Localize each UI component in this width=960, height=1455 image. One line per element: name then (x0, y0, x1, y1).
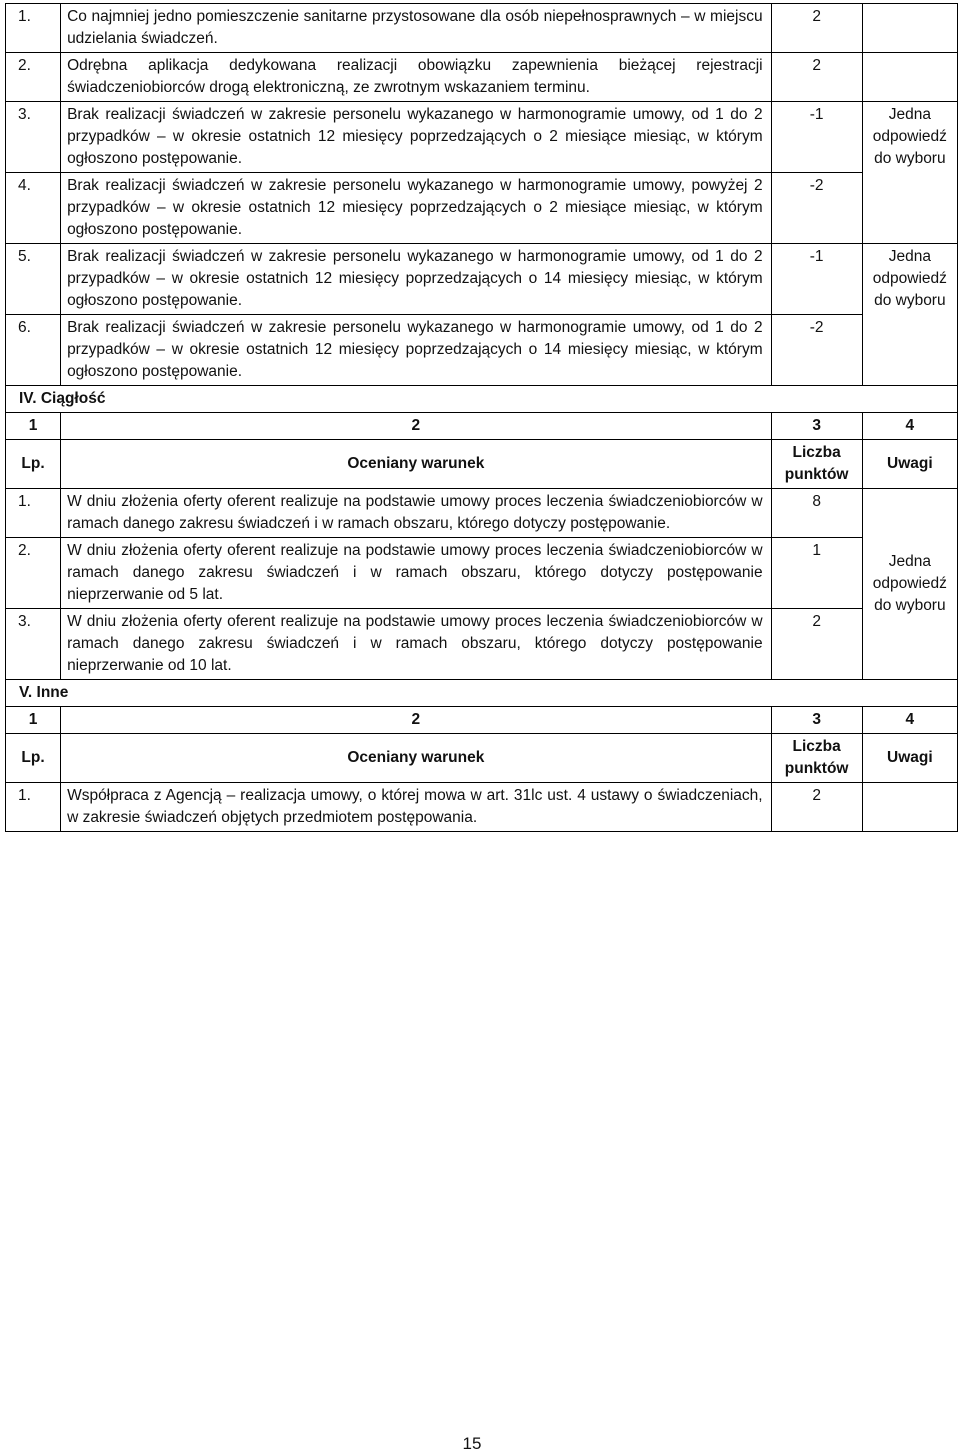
section-title: V. Inne (6, 680, 958, 707)
row-number: 5. (6, 244, 61, 315)
condition-text: Co najmniej jedno pomieszczenie sanitarne przystosowane dla osób niepełnosprawnych – w miejscu udzielania świadczeń. (61, 4, 772, 53)
condition-text: W dniu złożenia oferty oferent realizuje na podstawie umowy proces leczenia świadczeniobiorców w ramach danego zakresu świadczeń i w ramach obszaru, którego dotyczy postępowanie nieprzerwanie od 10 lat. (61, 609, 772, 680)
points-value: 1 (771, 538, 862, 609)
row-number: 4. (6, 173, 61, 244)
table-row (6, 783, 958, 832)
column-number: 1 (6, 707, 61, 734)
row-number: 1. (6, 4, 61, 53)
header-remarks: Uwagi (862, 734, 957, 783)
points-value: 2 (771, 53, 862, 102)
points-value: -1 (771, 102, 862, 173)
table-row (6, 489, 958, 538)
row-number: 1. (6, 783, 61, 832)
criteria-table (5, 3, 958, 832)
row-number: 6. (6, 315, 61, 386)
condition-text: Współpraca z Agencją – realizacja umowy, o której mowa w art. 31lc ust. 4 ustawy o świadczeniach, w zakresie świadczeń objętych przedmiotem postępowania. (61, 783, 772, 832)
page-number: 15 (462, 1434, 482, 1453)
table-row (6, 173, 958, 244)
header-lp: Lp. (6, 734, 61, 783)
table-row (6, 315, 958, 386)
section-heading-row (6, 386, 958, 413)
points-value: 2 (771, 609, 862, 680)
section-heading-row (6, 680, 958, 707)
table-row (6, 244, 958, 315)
remark-cell (862, 4, 957, 53)
table-row (6, 538, 958, 609)
header-condition: Oceniany warunek (61, 734, 772, 783)
section-title: IV. Ciągłość (6, 386, 958, 413)
condition-text: W dniu złożenia oferty oferent realizuje na podstawie umowy proces leczenia świadczeniobiorców w ramach danego zakresu świadczeń i w ramach obszaru, którego dotyczy postępowanie nieprzerwanie od 5 lat. (61, 538, 772, 609)
remark-choice: Jedna odpowiedź do wyboru (862, 489, 957, 680)
table-row (6, 4, 958, 53)
header-row (6, 440, 958, 489)
table-row (6, 53, 958, 102)
points-value: -2 (771, 173, 862, 244)
header-row (6, 734, 958, 783)
column-number-row (6, 707, 958, 734)
condition-text: Brak realizacji świadczeń w zakresie personelu wykazanego w harmonogramie umowy, od 1 do 2 przypadków – w okresie ostatnich 12 miesięcy poprzedzających o 14 miesięcy miesiąc, w którym ogłoszono postępowanie. (61, 315, 772, 386)
points-value: 2 (771, 4, 862, 53)
points-value: -2 (771, 315, 862, 386)
row-number: 3. (6, 102, 61, 173)
points-value: 2 (771, 783, 862, 832)
header-condition: Oceniany warunek (61, 440, 772, 489)
condition-text: Odrębna aplikacja dedykowana realizacji obowiązku zapewnienia bieżącej rejestracji świadczeniobiorców drogą elektroniczną, ze zwrotnym wskazaniem terminu. (61, 53, 772, 102)
remark-choice: Jedna odpowiedź do wyboru (862, 244, 957, 386)
header-lp: Lp. (6, 440, 61, 489)
condition-text: Brak realizacji świadczeń w zakresie personelu wykazanego w harmonogramie umowy, od 1 do 2 przypadków – w okresie ostatnich 12 miesięcy poprzedzających o 14 miesięcy miesiąc, w którym ogłoszono postępowanie. (61, 244, 772, 315)
column-number: 2 (61, 707, 772, 734)
row-number: 3. (6, 609, 61, 680)
remark-cell (862, 53, 957, 102)
header-points: Liczba punktów (771, 734, 862, 783)
row-number: 1. (6, 489, 61, 538)
table-row (6, 609, 958, 680)
condition-text: W dniu złożenia oferty oferent realizuje na podstawie umowy proces leczenia świadczeniobiorców w ramach danego zakresu świadczeń i w ramach obszaru, którego dotyczy postępowanie. (61, 489, 772, 538)
header-points: Liczba punktów (771, 440, 862, 489)
points-value: 8 (771, 489, 862, 538)
remark-cell (862, 783, 957, 832)
column-number: 3 (771, 413, 862, 440)
table-row (6, 102, 958, 173)
remark-choice: Jedna odpowiedź do wyboru (862, 102, 957, 244)
column-number: 2 (61, 413, 772, 440)
column-number: 4 (862, 413, 957, 440)
points-value: -1 (771, 244, 862, 315)
row-number: 2. (6, 53, 61, 102)
column-number: 3 (771, 707, 862, 734)
column-number: 4 (862, 707, 957, 734)
row-number: 2. (6, 538, 61, 609)
condition-text: Brak realizacji świadczeń w zakresie personelu wykazanego w harmonogramie umowy, powyżej 2 przypadków – w okresie ostatnich 12 miesięcy poprzedzających o 2 miesiące miesiąc, w którym ogłoszono postępowanie. (61, 173, 772, 244)
column-number: 1 (6, 413, 61, 440)
condition-text: Brak realizacji świadczeń w zakresie personelu wykazanego w harmonogramie umowy, od 1 do 2 przypadków – w okresie ostatnich 12 miesięcy poprzedzających o 2 miesiące miesiąc, w którym ogłoszono postępowanie. (61, 102, 772, 173)
column-number-row (6, 413, 958, 440)
header-remarks: Uwagi (862, 440, 957, 489)
